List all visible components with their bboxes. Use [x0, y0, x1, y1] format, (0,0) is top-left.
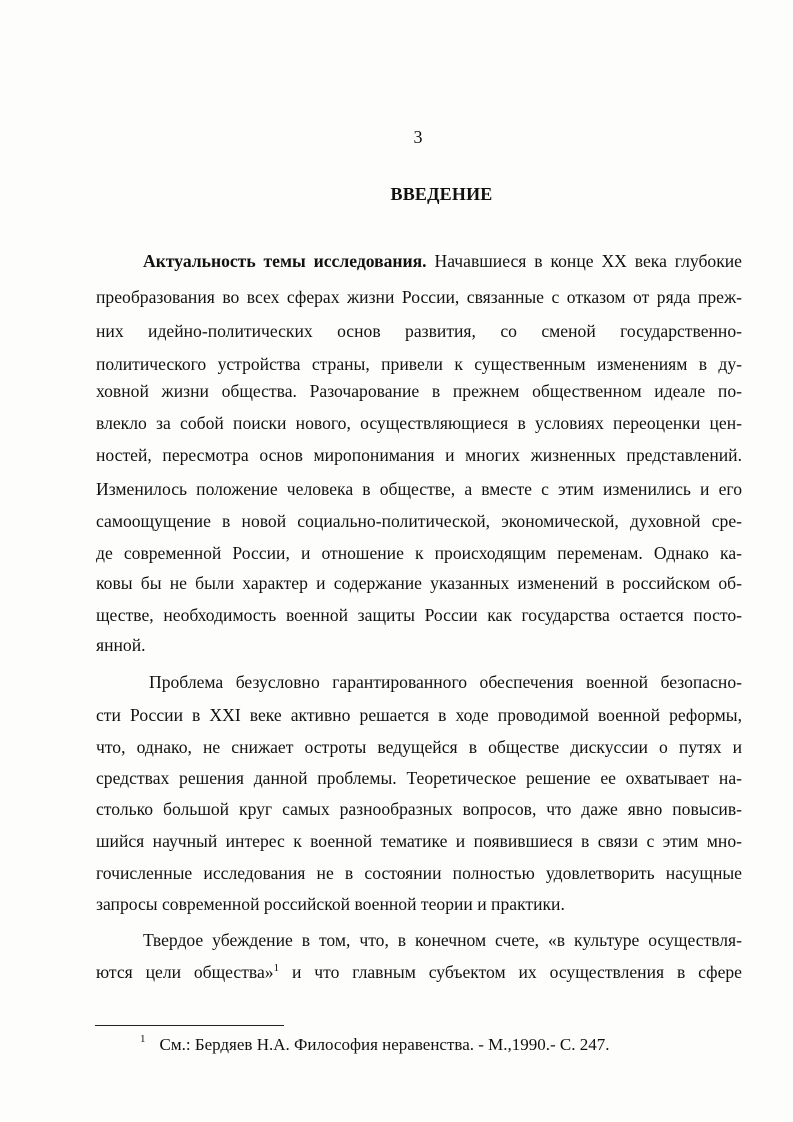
- paragraph-2-line: шийся научный интерес к военной тематике и появившиеся в связи с этим мно-: [96, 831, 742, 851]
- paragraph-1-line: ностей, пересмотра основ миропонимания и многих жизненных представлений.: [96, 445, 742, 465]
- paragraph-2-line: Проблема безусловно гарантированного обеспечения военной безопасно-: [149, 672, 742, 692]
- page-number: 3: [413, 127, 423, 147]
- paragraph-2-line: гочисленные исследования не в состоянии полностью удовлетворить насущные: [96, 863, 742, 883]
- paragraph-1-line: Изменилось положение человека в обществе, а вместе с этим изменились и его: [96, 479, 742, 499]
- paragraph-1-line: политического устройства страны, привели к существенным изменениям в ду-: [96, 354, 742, 374]
- section-heading: ВВЕДЕНИЕ: [390, 184, 493, 204]
- paragraph-1-line: ществе, необходимость военной защиты России как государства остается посто-: [96, 605, 742, 625]
- paragraph-1-line: де современной России, и отношение к происходящим переменам. Однако ка-: [96, 543, 742, 563]
- footnote: [140, 1033, 610, 1055]
- footnote-mark: 1: [140, 1033, 146, 1045]
- paragraph-1-line: янной.: [96, 635, 146, 655]
- paragraph-1-line: ковы бы не были характер и содержание указанных изменений в российском об-: [96, 573, 742, 593]
- paragraph-2-line: столько большой круг самых разнообразных вопросов, что даже явно повысив-: [96, 799, 742, 819]
- paragraph-3-line-1: Твердое убеждение в том, что, в конечном счете, «в культуре осуществля-: [143, 930, 742, 950]
- footnote-reference[interactable]: 1: [273, 962, 280, 974]
- paragraph-1-line: них идейно-политических основ развития, со сменой государственно-: [96, 321, 742, 341]
- paragraph-1-line: влекло за собой поиски нового, осуществляющиеся в условиях переоценки цен-: [96, 413, 742, 433]
- paragraph-1-line: преобразования во всех сферах жизни России, связанные с отказом от ряда преж-: [96, 287, 742, 307]
- paragraph-1-line-1-text: Начавшиеся в конце ХХ века глубокие: [426, 251, 742, 271]
- paragraph-3-line-2-start: ются цели общества»: [96, 962, 274, 982]
- paragraph-2-line: запросы современной российской военной теории и практики.: [96, 894, 565, 914]
- paragraph-1-line: ховной жизни общества. Разочарование в прежнем общественном идеале по-: [96, 381, 742, 401]
- paragraph-1-line: самоощущение в новой социально-политической, экономической, духовной сре-: [96, 511, 742, 531]
- paragraph-2-line: средствах решения данной проблемы. Теоретическое решение ее охватывает на-: [96, 768, 742, 788]
- paragraph-2-line: сти России в XXI веке активно решается в ходе проводимой военной реформы,: [96, 705, 742, 725]
- lead-phrase: Актуальность темы исследования.: [143, 251, 427, 271]
- paragraph-1-line-1: [143, 250, 742, 272]
- footnote-divider: [95, 1025, 284, 1026]
- paragraph-2-line: что, однако, не снижает остроты ведущейся в обществе дискуссии о путях и: [96, 737, 742, 757]
- paragraph-3-line-2: [96, 961, 742, 983]
- footnote-text: См.: Бердяев Н.А. Философия неравенства. - М.,1990.- С. 247.: [159, 1035, 610, 1054]
- paragraph-3-line-2-end: и что главным субъектом их осуществления в сфере: [279, 962, 742, 982]
